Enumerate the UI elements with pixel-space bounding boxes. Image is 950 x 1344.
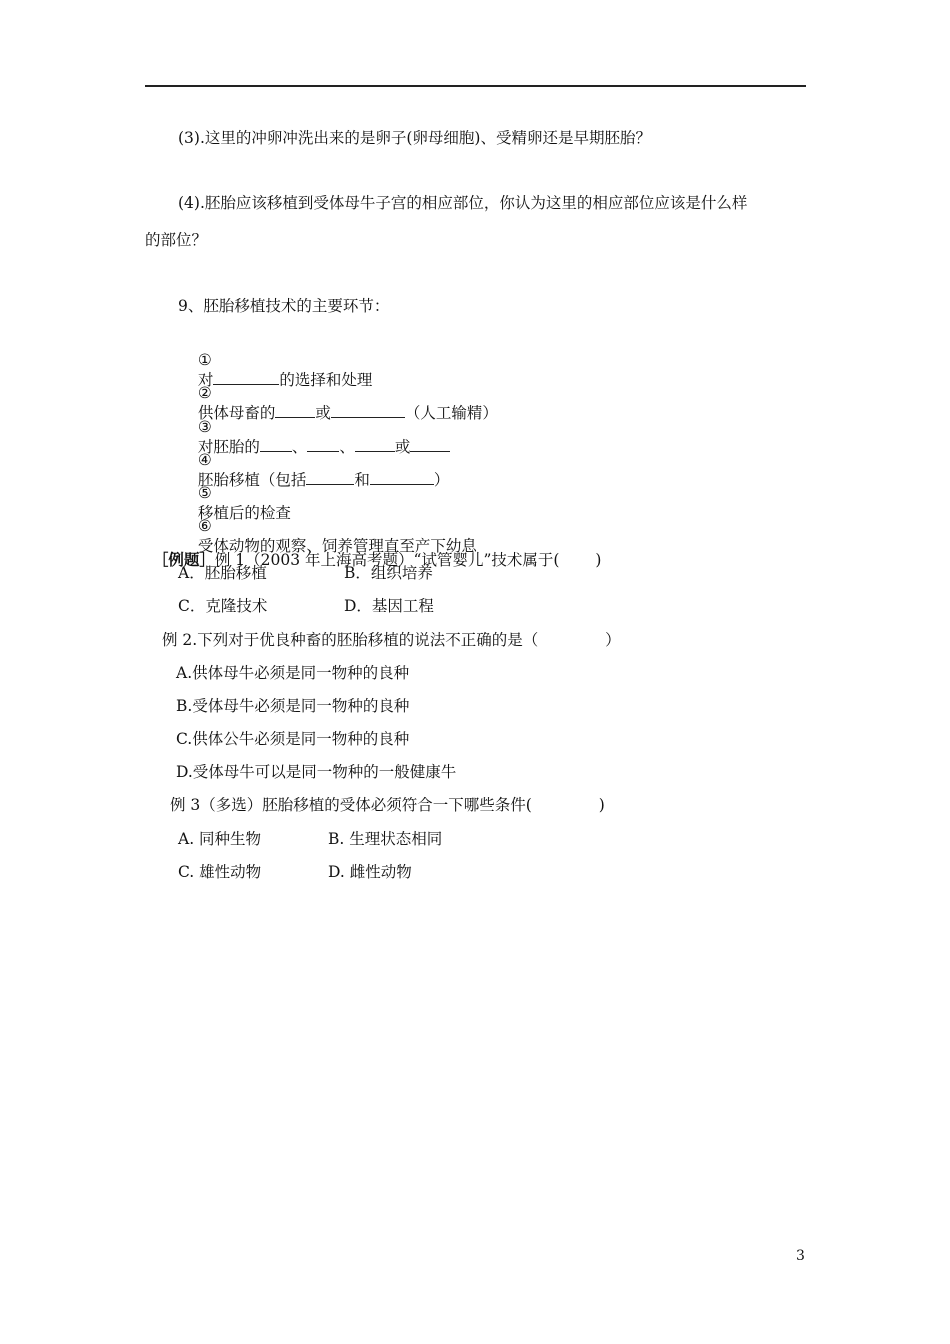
step-text: 、 <box>291 438 308 456</box>
example-3-option-d: D. 雌性动物 <box>328 863 412 881</box>
example-1-option-b: B．组织培养 <box>344 564 433 582</box>
step-text: 对胚胎的 <box>197 438 260 456</box>
step-number: ③ <box>197 418 212 436</box>
step-text: 的选择和处理 <box>279 371 373 389</box>
step-number: ④ <box>197 451 212 469</box>
example-1-option-c: C．克隆技术 <box>178 597 268 615</box>
step-text: 供体母畜的 <box>197 404 276 422</box>
step-text: 胚胎移植（包括 <box>197 471 307 489</box>
question-4-line-1: (4).胚胎应该移植到受体母牛子宫的相应部位，你认为这里的相应部位应该是什么样 <box>178 194 748 212</box>
step-number: ⑥ <box>197 517 212 535</box>
example-3-option-c: C. 雄性动物 <box>178 863 262 881</box>
example-2-option-d: D.受体母牛可以是同一物种的一般健康牛 <box>176 763 457 781</box>
step-text: 或 <box>394 438 411 456</box>
page-number: 3 <box>796 1248 805 1264</box>
step-text: 或 <box>315 404 331 422</box>
header-rule <box>145 85 806 87</box>
example-3-option-a: A. 同种生物 <box>178 830 262 848</box>
step-text: 受体动物的观察、饲养管理直至产下幼息 <box>197 537 477 555</box>
fill-blank[interactable] <box>306 470 354 485</box>
question-4-line-2: 的部位？ <box>145 231 208 249</box>
example-1-option-a: A．胚胎移植 <box>178 564 267 582</box>
step-number: ① <box>197 351 212 369</box>
step-text: 、 <box>339 438 355 456</box>
fill-blank[interactable] <box>370 470 434 485</box>
example-2-option-b: B.受体母牛必须是同一物种的良种 <box>176 697 410 715</box>
example-3-question: 例 3（多选）胚胎移植的受体必须符合一下哪些条件( ) <box>170 796 605 814</box>
step-text: 和 <box>354 471 370 489</box>
step-text: （人工输精） <box>404 404 498 422</box>
step-text: ） <box>433 471 450 489</box>
question-3: (3).这里的冲卵冲洗出来的是卵子(卵母细胞)、受精卵还是早期胚胎？ <box>178 129 651 147</box>
step-text: 移植后的检查 <box>197 504 291 522</box>
example-2-option-a: A.供体母牛必须是同一物种的良种 <box>176 664 410 682</box>
example-2-option-c: C.供体公牛必须是同一物种的良种 <box>176 730 410 748</box>
example-2-question: 例 2.下列对于优良种畜的胚胎移植的说法不正确的是（ ） <box>162 631 621 649</box>
section-9-title: 9、胚胎移植技术的主要环节： <box>178 297 390 315</box>
example-3-option-b: B. 生理状态相同 <box>328 830 443 848</box>
step-number: ② <box>197 384 212 402</box>
example-tag: ［例题］ <box>152 550 215 569</box>
example-1-option-d: D．基因工程 <box>344 597 434 615</box>
question-text: 例 1（2003 年上海高考题）“试管婴儿”技术属于( ) <box>214 551 602 569</box>
step-text: 对 <box>197 371 214 389</box>
step-number: ⑤ <box>197 484 212 502</box>
